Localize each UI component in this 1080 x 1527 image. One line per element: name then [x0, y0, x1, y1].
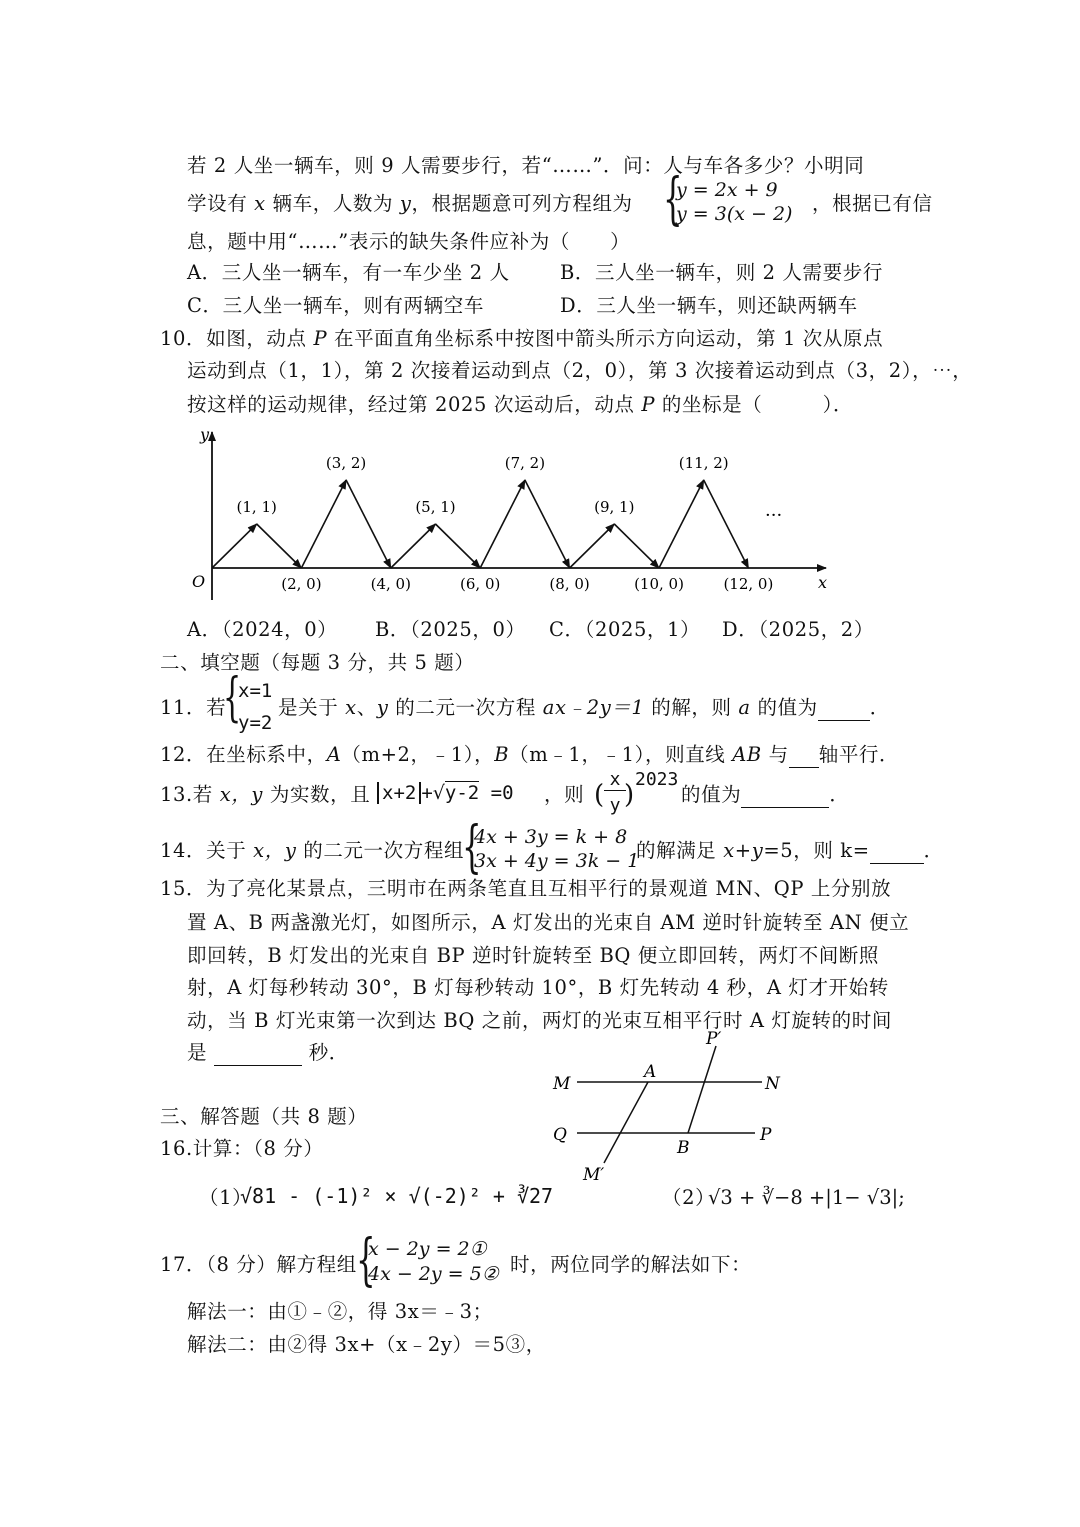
- left-paren: (: [594, 780, 605, 810]
- q14-end: ．: [923, 839, 944, 862]
- q17-solution-1: 解法一：由①﹣②，得 3x＝﹣3；: [187, 1300, 493, 1323]
- q11-text-d: 的值为: [750, 696, 818, 719]
- q11-brace: {: [223, 668, 242, 728]
- origin-label: O: [192, 572, 206, 591]
- q9-line2: [187, 191, 633, 217]
- q16-part1-label: （1）: [199, 1186, 253, 1209]
- label-a: A: [644, 1062, 657, 1082]
- label-m: M: [553, 1074, 571, 1094]
- var-x: x: [254, 192, 266, 215]
- q13-frac-num: x: [604, 770, 626, 791]
- q9-option-d: D．三人坐一辆车，则还缺两辆车: [560, 294, 858, 317]
- q10-text: 如图，动点: [206, 327, 314, 350]
- x-axis-label: x: [818, 573, 828, 592]
- label-m-prime: M′: [583, 1165, 605, 1185]
- beam-b: [688, 1046, 716, 1133]
- motion-segment-5: [391, 524, 436, 568]
- q12-text: 与: [761, 743, 789, 766]
- point-label: (4, 0): [370, 575, 411, 593]
- label-p: P: [760, 1125, 772, 1145]
- q17-eq1: x − 2y = 2①: [368, 1238, 487, 1260]
- q14-text: 的解满足: [636, 839, 724, 862]
- q11-end: ．: [869, 696, 890, 719]
- beam-a: [604, 1082, 648, 1163]
- q13-then: ，则: [544, 783, 585, 806]
- q14-brace: {: [462, 815, 482, 880]
- q9-system-eq2: y = 3(x − 2): [676, 203, 793, 225]
- q14-eq2: 3x + 4y = 3k − 1: [474, 850, 640, 872]
- label-p-prime: P′: [706, 1029, 722, 1049]
- q11-equation: ax﹣2y＝1: [542, 696, 645, 719]
- q11-answer-blank[interactable]: [818, 700, 870, 721]
- q15-text: 是: [187, 1041, 214, 1064]
- motion-segment-7: [480, 480, 525, 568]
- right-paren: ): [624, 780, 635, 810]
- motion-segment-1: [212, 524, 257, 568]
- point-label: (7, 2): [504, 454, 546, 472]
- label-b: B: [677, 1138, 690, 1158]
- q13-frac-den: y: [609, 795, 621, 816]
- q10-point-labels: [237, 454, 774, 593]
- q14-line-end: [636, 838, 944, 864]
- q10-option-b: B．（2025，0）: [375, 618, 526, 641]
- point-a: A: [326, 743, 342, 766]
- q13-abs: x+2: [377, 782, 421, 804]
- q14-eq1: 4x + 3y = k + 8: [474, 826, 628, 848]
- q10-line2: 运动到点（1，1），第 2 次接着运动到点（2，0），第 3 次接着运动到点（3，2），⋯，: [187, 359, 973, 382]
- q16-part2-expr: √3 + ∛−8 +|1− √3|;: [708, 1186, 905, 1209]
- q10-text: 按这样的运动规律，经过第 2025 次运动后，动点: [187, 393, 642, 416]
- q12-answer-blank[interactable]: [789, 747, 819, 768]
- q14-text: 14．关于: [160, 839, 254, 862]
- q13-plus: +: [421, 782, 433, 804]
- point-label: (2, 0): [281, 575, 322, 593]
- q10-text: 在平面直角坐标系中按图中箭头所示方向运动，第 1 次从原点: [327, 327, 884, 350]
- q14-answer-blank[interactable]: [870, 843, 924, 864]
- point-label: (12, 0): [723, 575, 774, 593]
- q10-text: 的坐标是（ ）．: [655, 393, 854, 416]
- point-label: (1, 1): [236, 498, 277, 516]
- point-label: (3, 2): [325, 454, 367, 472]
- q14-cond: x+y: [723, 839, 764, 862]
- q9-line1: 若 2 人坐一辆车，则 9 人需要步行，若“……”．问：人与车各多少？小明同: [187, 154, 865, 177]
- q12-text: 12．在坐标系中，: [160, 743, 327, 766]
- q13-text: 的值为: [681, 783, 742, 806]
- q10-number: 10．: [160, 327, 207, 350]
- section-2-heading: 二、填空题（每题 3 分，共 5 题）: [160, 651, 475, 674]
- q10-option-d: D．（2025，2）: [722, 618, 874, 641]
- q13-xy: x，y: [219, 783, 264, 806]
- q13-answer-blank[interactable]: [741, 787, 829, 808]
- q11-eq1: x=1: [238, 680, 273, 702]
- q9-option-b: B．三人坐一辆车，则 2 人需要步行: [560, 261, 883, 284]
- q9-system-eq1: y = 2x + 9: [676, 179, 778, 201]
- q13-line: [160, 782, 370, 808]
- q13-line-end: [681, 782, 849, 808]
- q9-option-a: A．三人坐一辆车，有一车少坐 2 人: [187, 261, 510, 284]
- q15-line4: 射，A 灯每秒转动 30°，B 灯每秒转动 10°，B 灯先转动 4 秒，A 灯才开始转: [187, 976, 889, 999]
- motion-segment-12: [704, 480, 749, 568]
- q9-line3: 息，题中用“……”表示的缺失条件应补为（ ）: [187, 230, 631, 253]
- q15-line1: [160, 876, 891, 902]
- q15-line5: 动，当 B 灯光束第一次到达 BQ 之前，两灯的光束互相平行时 A 灯旋转的时间: [187, 1009, 892, 1032]
- sqrt-icon: √: [432, 782, 445, 804]
- q10-line3: [187, 392, 853, 418]
- q12-a-coord: （m+2，﹣1），: [341, 743, 495, 766]
- q17-number: 17．（8 分）解方程组: [160, 1253, 357, 1276]
- q13-end: ．: [829, 783, 850, 806]
- q12-line: [160, 742, 899, 768]
- q9-line2-end: ，根据已有信: [812, 192, 933, 215]
- graph-ellipsis: ···: [765, 505, 783, 526]
- q10-option-a: A．（2024，0）: [187, 618, 338, 641]
- q13-exponent: 2023: [635, 769, 679, 790]
- point-label: (9, 1): [594, 498, 635, 516]
- var-y: y: [399, 192, 412, 215]
- q13-text: 为实数，且: [263, 783, 371, 806]
- q17-brace: {: [356, 1228, 376, 1293]
- q11-text-b: 的二元一次方程: [388, 696, 543, 719]
- motion-segment-2: [257, 524, 302, 568]
- q15-figure: [540, 1028, 800, 1193]
- q10-coordinate-graph: [150, 420, 850, 610]
- q14-line: [160, 838, 464, 864]
- q9-text: 辆车，人数为: [265, 192, 400, 215]
- q11-sep: 、: [356, 696, 377, 719]
- q16-part1-expr: √81 - (-1)² × √(-2)² + ∛27: [240, 1184, 554, 1208]
- q14-text: =5，则 k=: [763, 839, 870, 862]
- q15-answer-blank[interactable]: [214, 1045, 302, 1066]
- q17-eq2: 4x − 2y = 5②: [368, 1263, 499, 1285]
- point-label: (10, 0): [634, 575, 684, 593]
- q12-b-coord: （m﹣1，﹣1），则直线: [509, 743, 733, 766]
- line-ab: AB: [732, 743, 762, 766]
- q15-text: 秒．: [301, 1041, 349, 1064]
- q15-number: 15．: [160, 877, 207, 900]
- q10-option-c: C．（2025，1）: [549, 618, 701, 641]
- q13-equation: [377, 780, 514, 806]
- q13-eq0: =0: [479, 782, 514, 804]
- var-a: a: [738, 696, 751, 719]
- var-y: y: [376, 696, 389, 719]
- q11-text: [278, 695, 890, 721]
- q17-solution-2: 解法二：由②得 3x+（x﹣2y）＝5③，: [187, 1333, 546, 1356]
- point-b: B: [494, 743, 510, 766]
- q15-line6: [187, 1040, 349, 1066]
- motion-segment-9: [570, 524, 615, 568]
- var-p: P: [641, 393, 656, 416]
- q13-sqrt-expr: y-2: [444, 782, 480, 804]
- motion-segment-8: [525, 480, 570, 568]
- q11-text-c: 的解，则: [644, 696, 739, 719]
- q9-text: 学设有: [187, 192, 255, 215]
- q14-xy: x，y: [253, 839, 297, 862]
- motion-segment-4: [346, 480, 391, 568]
- q15-line3: 即回转，B 灯发出的光束自 BP 逆时针旋转至 BQ 便立即回转，两灯不间断照: [187, 944, 879, 967]
- q16-title: 16.计算：（8 分）: [160, 1137, 324, 1160]
- motion-segment-6: [436, 524, 481, 568]
- motion-segment-10: [614, 524, 659, 568]
- q15-text: 为了亮化某景点，三明市在两条笔直且互相平行的景观道 MN、QP 上分别放: [206, 877, 892, 900]
- label-q: Q: [553, 1125, 567, 1145]
- q14-text: 的二元一次方程组: [296, 839, 465, 862]
- q11-number: 11．若: [160, 696, 227, 719]
- point-label: (6, 0): [460, 575, 501, 593]
- q13-text: 13.若: [160, 783, 220, 806]
- q9-option-c: C．三人坐一辆车，则有两辆空车: [187, 294, 484, 317]
- q9-text: ，根据题意可列方程组为: [411, 192, 633, 215]
- q10-motion-path: [212, 480, 748, 568]
- var-p: P: [313, 327, 328, 350]
- motion-segment-11: [659, 480, 704, 568]
- q9-brace: {: [663, 167, 683, 232]
- q17-text: 时，两位同学的解法如下：: [510, 1253, 752, 1276]
- point-label: (11, 2): [678, 454, 729, 472]
- q12-text: 轴平行．: [818, 743, 900, 766]
- label-n: N: [765, 1074, 780, 1094]
- q15-line2: 置 A、B 两盏激光灯，如图所示，A 灯发出的光束自 AM 逆时针旋转至 AN 便立: [187, 911, 910, 934]
- var-x: x: [345, 696, 357, 719]
- y-axis-label: y: [200, 425, 210, 444]
- q16-part2-label: （2）: [662, 1186, 716, 1209]
- q11-text-a: 是关于: [278, 696, 346, 719]
- motion-segment-3: [301, 480, 346, 568]
- point-label: (5, 1): [415, 498, 456, 516]
- q11-eq2: y=2: [238, 712, 273, 734]
- point-label: (8, 0): [549, 575, 590, 593]
- section-3-heading: 三、解答题（共 8 题）: [160, 1105, 368, 1128]
- q10-line1: [160, 326, 883, 352]
